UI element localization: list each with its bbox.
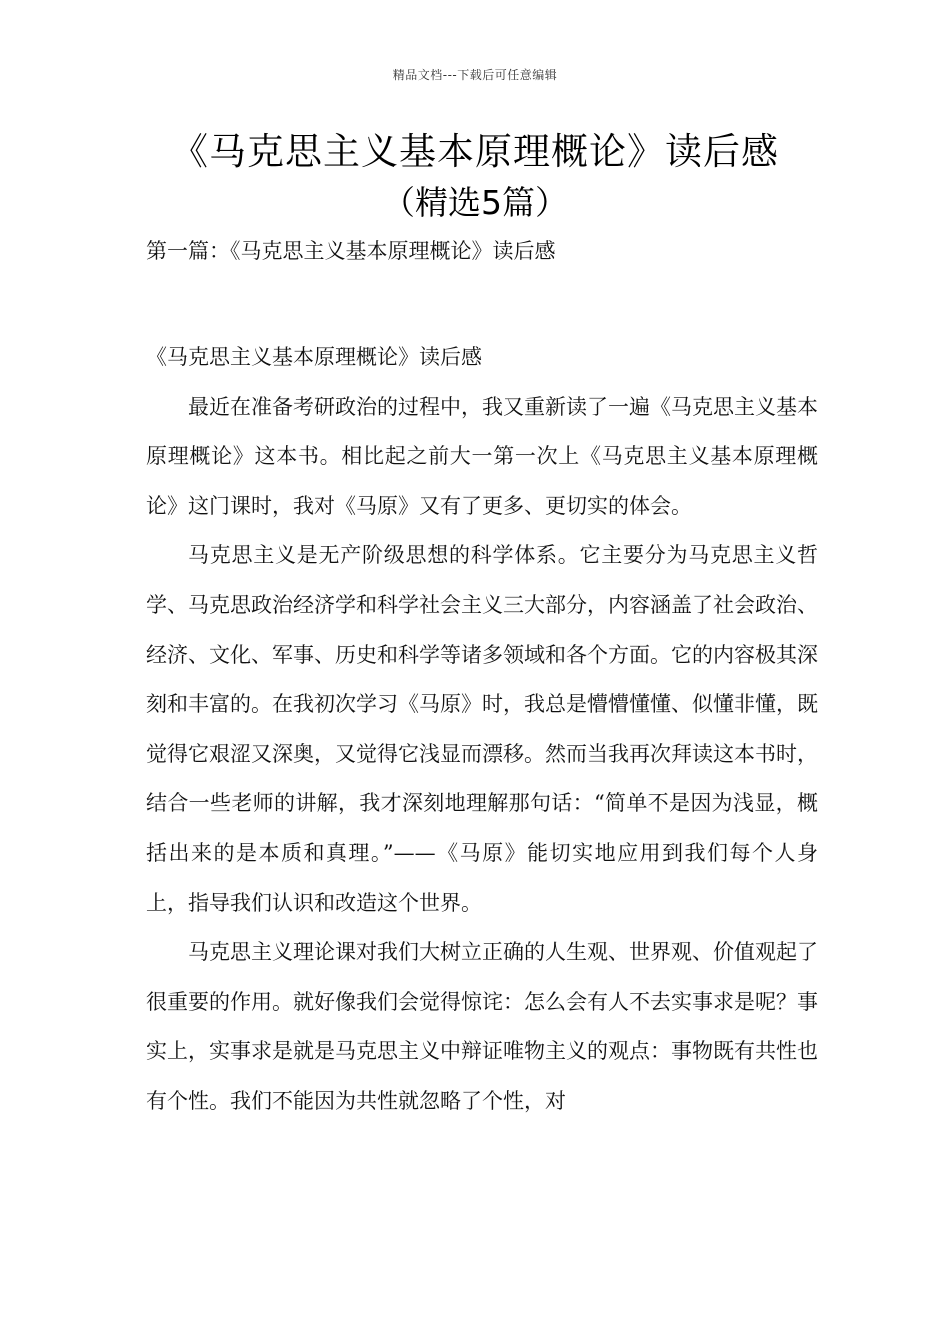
paragraph: 马克思主义理论课对我们大树立正确的人生观、世界观、价值观起了很重要的作用。就好像我们会觉得惊诧：怎么会有人不去实事求是呢？事实上，实事求是就是马克思主义中辩证唯物主义的观点：事物既有共性也有个性。我们不能因为共性就忽略了个性，对 bbox=[146, 940, 818, 1113]
paragraph: 最近在准备考研政治的过程中，我又重新读了一遍《马克思主义基本原理概论》这本书。相比起之前大一第一次上《马克思主义基本原理概论》这门课时，我对《马原》又有了更多、更切实的体会。 bbox=[146, 394, 818, 518]
article-title: 《马克思主义基本原理概论》读后感 bbox=[146, 345, 482, 369]
document-subtitle: （精选5篇） bbox=[382, 183, 568, 222]
paragraph: 马克思主义是无产阶级思想的科学体系。它主要分为马克思主义哲学、马克思政治经济学和科学社会主义三大部分，内容涵盖了社会政治、经济、文化、军事、历史和科学等诸多领域和各个方面。它的内容极其深刻和丰富的。在我初次学习《马原》时，我总是懵懵懂懂、似懂非懂，既觉得它艰涩又深奥，又觉得它浅显而漂移。然而当我再次拜读这本书时，结合一些老师的讲解，我才深刻地理解那句话：“简单不是因为浅显，概括出来的是本质和真理。”——《马原》能切实地应用到我们每个人身上，指导我们认识和改造这个世界。 bbox=[146, 543, 818, 915]
document-title: 《马克思主义基本原理概论》读后感 bbox=[171, 130, 779, 173]
body-text bbox=[146, 333, 818, 1127]
chapter-heading: 第一篇：《马克思主义基本原理概论》读后感 bbox=[146, 239, 556, 263]
header-note: 精品文档---下载后可任意编辑 bbox=[392, 68, 558, 82]
